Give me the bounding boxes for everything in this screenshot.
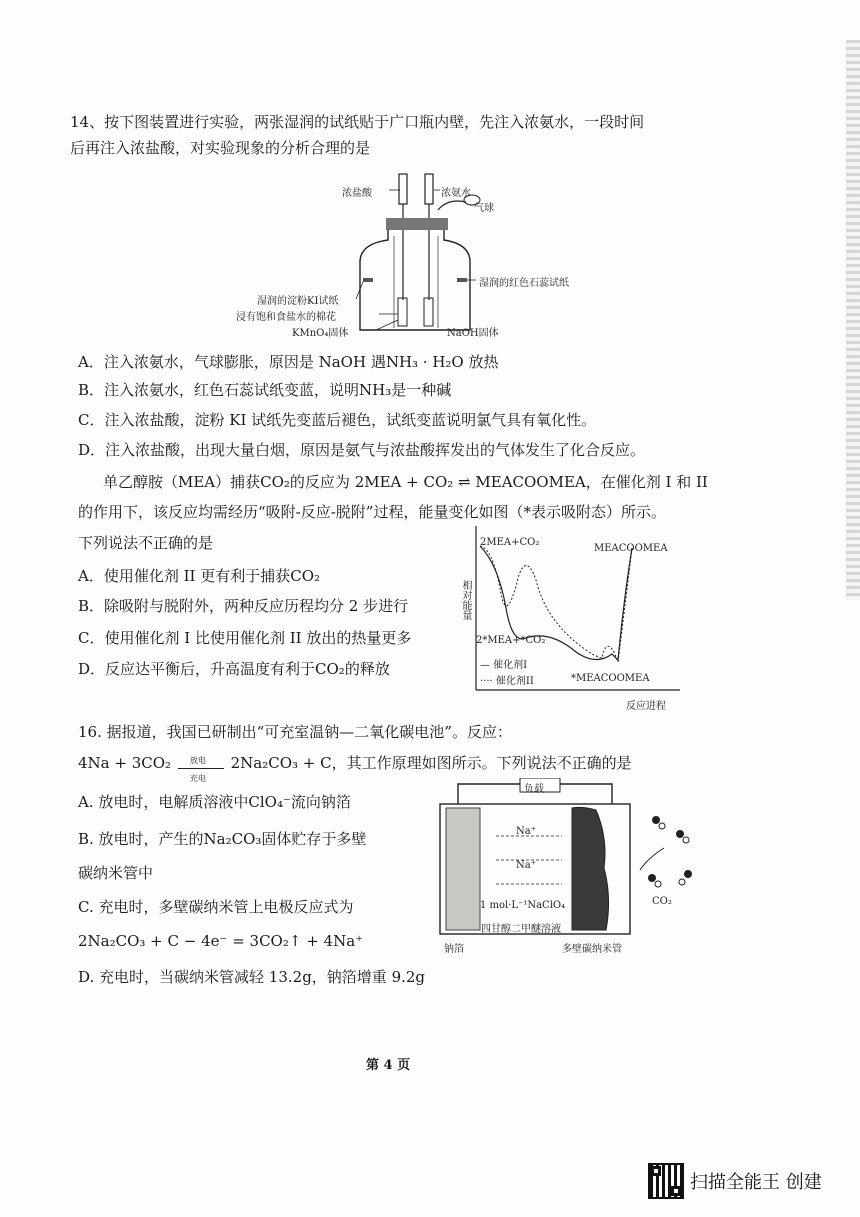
q15-option-b: B．除吸附与脱附外，两种反应历程均分 2 步进行 <box>78 597 409 615</box>
q15-stem-line1: 单乙醇胺（MEA）捕获CO₂的反应为 2MEA + CO₂ ⇌ MEACOOMEA，在催化剂 I 和 II <box>103 473 708 491</box>
chart-xlabel: 反应进程 <box>626 701 666 712</box>
eq-bottom: 充电 <box>189 773 206 783</box>
label-ki: 湿润的淀粉KI试纸 <box>257 296 339 307</box>
q16-option-c-line2: 2Na₂CO₃ + C − 4e⁻ = 3CO₂↑ + 4Na⁺ <box>78 932 364 950</box>
battery-right-electrode: 多壁碳纳米管 <box>562 944 622 955</box>
battery-electrolyte: 1 mol·L⁻¹NaClO₄ <box>480 900 566 911</box>
battery-left-electrode: 钠箔 <box>444 944 464 955</box>
q16-option-a: A. 放电时，电解质溶液中ClO₄⁻流向钠箔 <box>78 793 351 811</box>
chart-label-prod: *MEACOOMEA <box>571 673 650 684</box>
battery-co2: CO₂ <box>652 896 672 907</box>
label-naoh: NaOH固体 <box>447 328 499 339</box>
eq-right: 2Na₂CO₃ + C，其工作原理如图所示。下列说法不正确的是 <box>230 754 632 772</box>
eq-top: 放电 <box>189 755 206 765</box>
eq-left: 4Na + 3CO₂ <box>78 754 172 772</box>
label-kmno4: KMnO₄固体 <box>292 328 349 339</box>
q14-option-a: A．注入浓氨水，气球膨胀，原因是 NaOH 遇NH₃ · H₂O 放热 <box>78 353 499 371</box>
battery-na-ion-2: Na⁺ <box>516 860 536 871</box>
q14-option-c: C．注入浓盐酸，淀粉 KI 试纸先变蓝后褪色，试纸变蓝说明氯气具有氧化性。 <box>78 411 597 429</box>
q16-option-d: D. 充电时，当碳纳米管减轻 13.2g，钠箔增重 9.2g <box>78 968 426 986</box>
chart-legend-2: ···· 催化剂II <box>480 676 534 687</box>
q14-option-d: D．注入浓盐酸，出现大量白烟，原因是氨气与浓盐酸挥发出的气体发生了化合反应。 <box>78 441 646 459</box>
label-nh3: 浓氨水 <box>441 188 471 199</box>
chart-ylabel: 相对能量 <box>460 580 471 620</box>
q15-option-c: C．使用催化剂 I 比使用催化剂 II 放出的热量更多 <box>78 629 412 647</box>
label-cotton: 浸有饱和食盐水的棉花 <box>236 312 336 323</box>
chart-legend-1: — 催化剂I <box>480 660 528 671</box>
scanner-watermark <box>648 1163 822 1199</box>
q16-battery-figure <box>436 778 706 944</box>
chart-label-start: 2MEA+CO₂ <box>480 537 540 548</box>
q16-option-b-line2: 碳纳米管中 <box>78 864 154 882</box>
q15-stem-line2: 的作用下，该反应均需经历“吸附-反应-脱附”过程，能量变化如图（*表示吸附态）所示。 <box>78 503 666 521</box>
q15-stem-line3: 下列说法不正确的是 <box>78 534 214 552</box>
battery-load: 负载 <box>524 784 544 795</box>
q16-option-b-line1: B. 放电时，产生的Na₂CO₃固体贮存于多壁 <box>78 830 367 848</box>
q15-option-d: D．反应达平衡后，升高温度有利于CO₂的释放 <box>78 660 390 678</box>
qr-code-icon <box>648 1163 684 1199</box>
q16-option-c-line1: C. 充电时，多壁碳纳米管上电极反应式为 <box>78 898 354 916</box>
q14-option-b: B．注入浓氨水，红色石蕊试纸变蓝，说明NH₃是一种碱 <box>78 381 452 399</box>
q14-stem-line1: 14、按下图装置进行实验，两张湿润的试纸贴于广口瓶内壁，先注入浓氨水，一段时间 <box>70 113 645 131</box>
label-litmus: 湿润的红色石蕊试纸 <box>479 278 569 289</box>
q16-stem-line1: 16. 据报道，我国已研制出“可充室温钠—二氧化碳电池”。反应： <box>78 723 512 741</box>
scan-edge <box>846 40 860 600</box>
chart-label-end: MEACOOMEA <box>594 543 668 554</box>
label-hcl: 浓盐酸 <box>342 188 372 199</box>
watermark-text: 扫描全能王 创建 <box>690 1172 822 1193</box>
label-balloon: 气球 <box>474 203 494 214</box>
battery-na-ion-1: Na⁺ <box>516 826 536 837</box>
q14-stem-line2: 后再注入浓盐酸，对实验现象的分析合理的是 <box>70 139 371 157</box>
q16-equation <box>78 753 632 783</box>
q15-option-a: A．使用催化剂 II 更有利于捕获CO₂ <box>78 567 321 585</box>
battery-solvent: 四甘醇二甲醚溶液 <box>481 924 561 935</box>
eq-arrows <box>176 755 226 783</box>
page-number: 第 4 页 <box>366 1058 411 1073</box>
chart-label-ads: 2*MEA+*CO₂ <box>476 635 546 646</box>
